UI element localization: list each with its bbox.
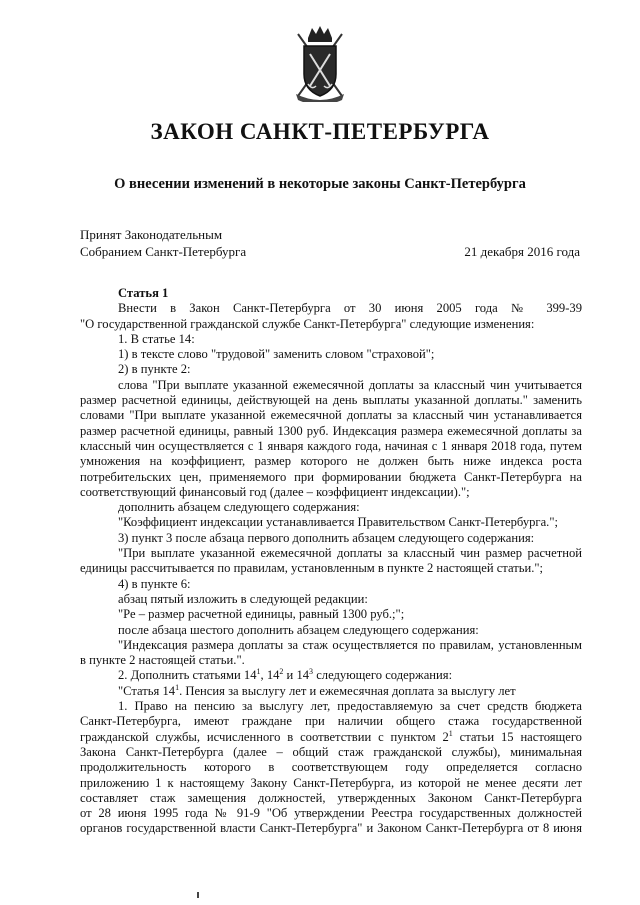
- law-title: ЗАКОН САНКТ-ПЕТЕРБУРГА: [150, 119, 490, 144]
- text-line: слова "При выплате указанной ежемесячной доплаты за классный чин учитывается: [118, 377, 582, 392]
- text-line: потребительских цен, применяемого при формировании бюджета Санкт-Петербурга на: [80, 469, 582, 484]
- text-line: приложению 1 к настоящему Закону Санкт-Петербурга, из которой не менее десяти лет: [80, 775, 582, 790]
- adoption-line-1: Принят Законодательным: [80, 227, 223, 242]
- text-line: органов государственной власти Санкт-Петербурга" и Законом Санкт-Петербурга от 8 июня: [80, 821, 582, 836]
- text-line: 1. В статье 14:: [118, 331, 195, 346]
- text-line: 2. Дополнить статьями $14^1$, $14^2$ и $14^3$ следующего содержания:: [118, 667, 453, 683]
- text-line: "При выплате указанной ежемесячной доплаты за классный чин размер расчетной: [118, 546, 582, 561]
- text-line: "Индексация размера доплаты за стаж осуществляется по правилам, установленным: [118, 637, 582, 652]
- text-line: продолжительность которого в соответствующем году определяется согласно: [80, 760, 582, 775]
- text-line: умножения на коэффициент, размер которого не должен быть ниже индекса роста: [80, 454, 582, 469]
- text-line: 4) в пункте 6:: [118, 576, 191, 591]
- coat-of-arms-icon: [294, 24, 346, 102]
- text-line: 2) в пункте 2:: [118, 362, 191, 377]
- text-line: размер расчетной единицы, действующей на день выплаты указанной доплаты." заменить: [80, 393, 582, 408]
- text-line: от 28 июня 1995 года № 91-9 "Об утверждении Реестра государственных должностей: [80, 806, 582, 821]
- adoption-info: [80, 226, 246, 260]
- text-line: "О государственной гражданской службе Санкт-Петербурга" следующие изменения:: [80, 316, 535, 331]
- text-line: "Коэффициент индексации устанавливается Правительством Санкт-Петербурга.";: [118, 515, 558, 530]
- text-line: после абзаца шестого дополнить абзацем следующего содержания:: [118, 622, 479, 637]
- text-line: гражданской службы, исчисленного в соответствии с пунктом $2^1$ статьи 15 настоящего: [80, 728, 582, 744]
- text-line: Внести в Закон Санкт-Петербурга от 30 июня 2005 года № 399-39: [118, 301, 582, 316]
- text-line: 1. Право на пенсию за выслугу лет, предоставляемую за счет средств бюджета: [118, 699, 582, 714]
- text-line: составляет стаж замещения должностей, утвержденных Законом Санкт-Петербурга: [80, 790, 582, 805]
- adoption-date: 21 декабря 2016 года: [464, 244, 580, 259]
- text-line: дополнить абзацем следующего содержания:: [118, 500, 360, 515]
- text-line: "Статья $14^1$. Пенсия за выслугу лет и ежемесячная доплата за выслугу лет: [118, 682, 516, 698]
- article-title: Статья 1: [118, 286, 169, 300]
- text-line: соответствующий финансовый год (далее – коэффициент индексации).";: [80, 484, 470, 499]
- article-body: [80, 286, 582, 837]
- text-line: единицы рассчитывается по правилам, установленным в пункте 2 настоящей статьи.";: [80, 561, 543, 576]
- text-line: Закона Санкт-Петербурга (далее – общий стаж гражданской службы), минимальная: [80, 744, 582, 759]
- text-line: в пункте 2 настоящей статьи.".: [80, 653, 245, 668]
- adoption-line-2: Собранием Санкт-Петербурга: [80, 244, 247, 259]
- scan-mark: [197, 892, 199, 898]
- text-line: абзац пятый изложить в следующей редакции:: [118, 591, 368, 606]
- text-line: "Ре – размер расчетной единицы, равный 1300 руб.;";: [118, 607, 405, 622]
- law-subtitle: О внесении изменений в некоторые законы Санкт-Петербурга: [114, 176, 526, 192]
- text-line: словами "При выплате указанной ежемесячной доплаты за классный чин устанавливается: [80, 408, 582, 423]
- text-line: 3) пункт 3 после абзаца первого дополнить абзацем следующего содержания:: [118, 530, 535, 545]
- text-line: Санкт-Петербурга, имеют граждане при наличии общего стажа государственной: [80, 714, 582, 729]
- text-line: классный чин осуществляется с 1 января каждого года, начиная с 1 января 2018 года, путем: [80, 438, 582, 453]
- text-line: 1) в тексте слово "трудовой" заменить словом "страховой";: [118, 347, 435, 362]
- text-line: размер расчетной единицы, равный 1300 руб. Индексация размера ежемесячной доплаты за: [80, 423, 582, 438]
